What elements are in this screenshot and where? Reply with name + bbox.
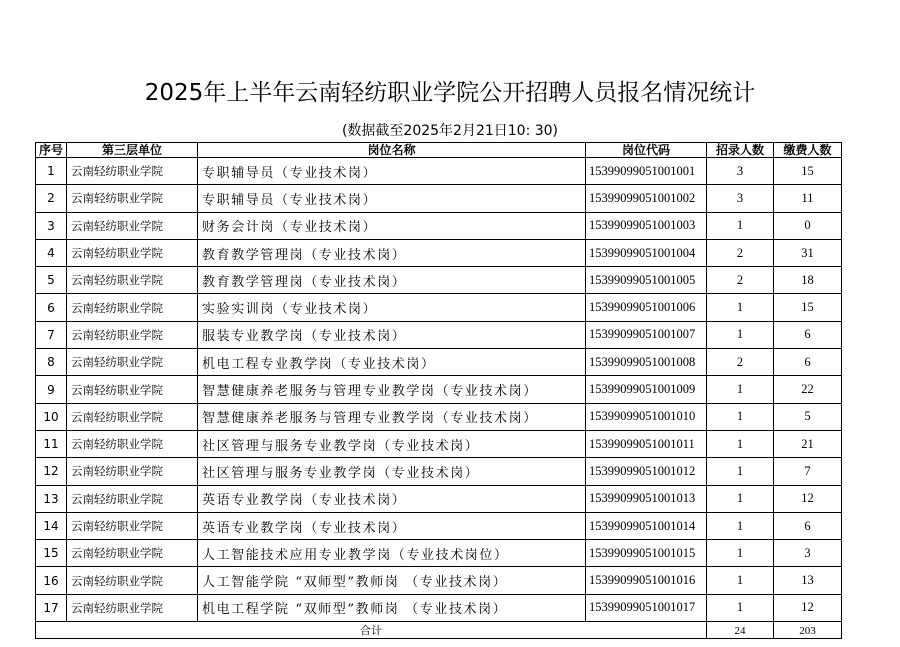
cell-no: 11 <box>36 430 67 457</box>
cell-code: 15399099051001010 <box>586 403 707 430</box>
cell-position: 社区管理与服务专业教学岗（专业技术岗） <box>198 430 586 457</box>
cell-paid: 31 <box>774 239 842 266</box>
cell-paid: 7 <box>774 458 842 485</box>
cell-recruit: 2 <box>707 239 774 266</box>
cell-unit: 云南轻纺职业学院 <box>67 485 198 512</box>
table-row <box>36 567 842 594</box>
cell-unit: 云南轻纺职业学院 <box>67 349 198 376</box>
cell-code: 15399099051001004 <box>586 239 707 266</box>
cell-position: 教育教学管理岗（专业技术岗） <box>198 267 586 294</box>
cell-position: 服装专业教学岗（专业技术岗） <box>198 321 586 348</box>
cell-paid: 3 <box>774 540 842 567</box>
cell-code: 15399099051001014 <box>586 512 707 539</box>
cell-unit: 云南轻纺职业学院 <box>67 403 198 430</box>
total-recruit: 24 <box>707 622 774 639</box>
table-row <box>36 540 842 567</box>
cell-position: 机电工程专业教学岗（专业技术岗） <box>198 349 586 376</box>
cell-no: 13 <box>36 485 67 512</box>
cell-position: 智慧健康养老服务与管理专业教学岗（专业技术岗） <box>198 403 586 430</box>
cell-paid: 22 <box>774 376 842 403</box>
cell-position: 人工智能技术应用专业教学岗（专业技术岗位） <box>198 540 586 567</box>
cell-no: 17 <box>36 594 67 621</box>
table-row <box>36 212 842 239</box>
cell-code: 15399099051001002 <box>586 185 707 212</box>
cell-no: 4 <box>36 239 67 266</box>
data-cutoff-note: (数据截至2025年2月21日10: 30) <box>341 123 559 139</box>
cell-code: 15399099051001016 <box>586 567 707 594</box>
cell-unit: 云南轻纺职业学院 <box>67 321 198 348</box>
cell-code: 15399099051001008 <box>586 349 707 376</box>
header-no: 序号 <box>36 143 67 158</box>
total-label: 合计 <box>36 622 707 639</box>
cell-no: 2 <box>36 185 67 212</box>
registration-table <box>35 142 842 639</box>
cell-paid: 12 <box>774 594 842 621</box>
cell-position: 实验实训岗（专业技术岗） <box>198 294 586 321</box>
cell-paid: 15 <box>774 158 842 185</box>
cell-paid: 12 <box>774 485 842 512</box>
cell-unit: 云南轻纺职业学院 <box>67 267 198 294</box>
header-paid: 缴费人数 <box>774 143 842 158</box>
cell-code: 15399099051001009 <box>586 376 707 403</box>
table-row <box>36 512 842 539</box>
cell-position: 专职辅导员（专业技术岗） <box>198 185 586 212</box>
cell-code: 15399099051001013 <box>586 485 707 512</box>
cell-no: 1 <box>36 158 67 185</box>
cell-code: 15399099051001001 <box>586 158 707 185</box>
cell-recruit: 1 <box>707 512 774 539</box>
table-row <box>36 267 842 294</box>
cell-recruit: 1 <box>707 321 774 348</box>
document-title: 2025年上半年云南轻纺职业学院公开招聘人员报名情况统计 <box>144 80 756 106</box>
table-header-row <box>36 143 842 158</box>
cell-paid: 6 <box>774 349 842 376</box>
cell-unit: 云南轻纺职业学院 <box>67 212 198 239</box>
cell-recruit: 1 <box>707 403 774 430</box>
cell-paid: 15 <box>774 294 842 321</box>
cell-unit: 云南轻纺职业学院 <box>67 594 198 621</box>
cell-recruit: 1 <box>707 430 774 457</box>
cell-unit: 云南轻纺职业学院 <box>67 430 198 457</box>
cell-recruit: 1 <box>707 212 774 239</box>
cell-code: 15399099051001011 <box>586 430 707 457</box>
table-row <box>36 485 842 512</box>
cell-recruit: 1 <box>707 485 774 512</box>
cell-recruit: 3 <box>707 185 774 212</box>
total-row <box>36 622 842 639</box>
cell-position: 社区管理与服务专业教学岗（专业技术岗） <box>198 458 586 485</box>
table-row <box>36 403 842 430</box>
cell-unit: 云南轻纺职业学院 <box>67 567 198 594</box>
cell-recruit: 2 <box>707 349 774 376</box>
cell-paid: 18 <box>774 267 842 294</box>
cell-recruit: 1 <box>707 594 774 621</box>
table-row <box>36 430 842 457</box>
cell-unit: 云南轻纺职业学院 <box>67 158 198 185</box>
cell-code: 15399099051001007 <box>586 321 707 348</box>
table-row <box>36 239 842 266</box>
table-row <box>36 321 842 348</box>
header-unit: 第三层单位 <box>67 143 198 158</box>
table-row <box>36 376 842 403</box>
header-code: 岗位代码 <box>586 143 707 158</box>
cell-paid: 6 <box>774 512 842 539</box>
table-row <box>36 458 842 485</box>
cell-paid: 11 <box>774 185 842 212</box>
cell-no: 8 <box>36 349 67 376</box>
table-row <box>36 349 842 376</box>
table-row <box>36 158 842 185</box>
cell-no: 16 <box>36 567 67 594</box>
cell-code: 15399099051001015 <box>586 540 707 567</box>
cell-no: 6 <box>36 294 67 321</box>
cell-no: 10 <box>36 403 67 430</box>
cell-paid: 13 <box>774 567 842 594</box>
cell-position: 英语专业教学岗（专业技术岗） <box>198 485 586 512</box>
cell-unit: 云南轻纺职业学院 <box>67 540 198 567</box>
cell-unit: 云南轻纺职业学院 <box>67 512 198 539</box>
cell-recruit: 3 <box>707 158 774 185</box>
cell-recruit: 1 <box>707 458 774 485</box>
cell-code: 15399099051001005 <box>586 267 707 294</box>
cell-paid: 21 <box>774 430 842 457</box>
cell-recruit: 1 <box>707 567 774 594</box>
cell-position: 人工智能学院 “双师型”教师岗 （专业技术岗） <box>198 567 586 594</box>
cell-code: 15399099051001017 <box>586 594 707 621</box>
cell-no: 5 <box>36 267 67 294</box>
cell-no: 14 <box>36 512 67 539</box>
header-position: 岗位名称 <box>198 143 586 158</box>
cell-no: 12 <box>36 458 67 485</box>
cell-no: 9 <box>36 376 67 403</box>
table-row <box>36 185 842 212</box>
cell-no: 7 <box>36 321 67 348</box>
cell-position: 财务会计岗（专业技术岗） <box>198 212 586 239</box>
cell-no: 15 <box>36 540 67 567</box>
cell-unit: 云南轻纺职业学院 <box>67 239 198 266</box>
cell-code: 15399099051001003 <box>586 212 707 239</box>
cell-position: 英语专业教学岗（专业技术岗） <box>198 512 586 539</box>
cell-position: 专职辅导员（专业技术岗） <box>198 158 586 185</box>
cell-unit: 云南轻纺职业学院 <box>67 294 198 321</box>
cell-unit: 云南轻纺职业学院 <box>67 458 198 485</box>
cell-recruit: 1 <box>707 294 774 321</box>
cell-paid: 0 <box>774 212 842 239</box>
cell-unit: 云南轻纺职业学院 <box>67 376 198 403</box>
cell-recruit: 1 <box>707 376 774 403</box>
table-row <box>36 294 842 321</box>
cell-position: 教育教学管理岗（专业技术岗） <box>198 239 586 266</box>
cell-paid: 5 <box>774 403 842 430</box>
cell-no: 3 <box>36 212 67 239</box>
cell-position: 智慧健康养老服务与管理专业教学岗（专业技术岗） <box>198 376 586 403</box>
cell-recruit: 1 <box>707 540 774 567</box>
header-recruit: 招录人数 <box>707 143 774 158</box>
table-row <box>36 594 842 621</box>
cell-code: 15399099051001006 <box>586 294 707 321</box>
cell-recruit: 2 <box>707 267 774 294</box>
total-paid: 203 <box>774 622 842 639</box>
cell-paid: 6 <box>774 321 842 348</box>
cell-code: 15399099051001012 <box>586 458 707 485</box>
cell-unit: 云南轻纺职业学院 <box>67 185 198 212</box>
cell-position: 机电工程学院 “双师型”教师岗 （专业技术岗） <box>198 594 586 621</box>
